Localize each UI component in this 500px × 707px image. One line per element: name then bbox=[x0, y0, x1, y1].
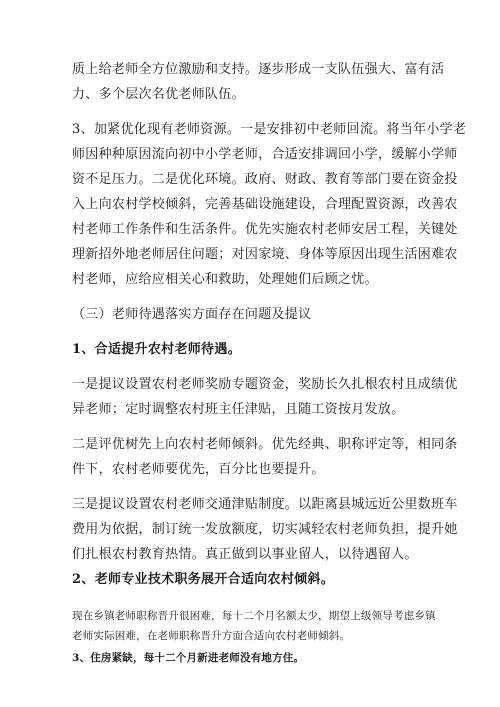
subsection-heading: 2、老师专业技术职务展开合适向农村倾斜。 bbox=[72, 572, 335, 587]
paragraph-line: 费用为依据，制订统一发放额度，切实减轻农村老师负担，提升她 bbox=[72, 522, 458, 537]
paragraph-line: 现在乡镇老师职称晋升很困难，每十二个月名额太少，期望上级领导考虑乡镇 bbox=[72, 610, 436, 622]
paragraph-line: 一是提议设置农村老师奖励专题资金，奖励长久扎根农村且成绩优 bbox=[72, 377, 458, 392]
subsection-heading: 1、合适提升农村老师待遇。 bbox=[72, 342, 241, 357]
paragraph-line: 们扎根农村教育热情。真正做到以事业留人，以待遇留人。 bbox=[72, 547, 418, 562]
paragraph-line: 3、加紧优化现有老师资源。一是安排初中老师回流。将当年小学老 bbox=[72, 122, 467, 137]
paragraph-line: 质上给老师全方位激励和支持。逐步形成一支队伍强大、富有活 bbox=[72, 62, 445, 77]
subsection-heading: 3、住房紧缺，每十二个月新进老师没有地方住。 bbox=[72, 652, 305, 664]
paragraph-line: 力、多个层次名优老师队伍。 bbox=[72, 87, 245, 102]
paragraph-line: 资不足压力。二是优化环境。政府、财政、教育等部门要在资金投 bbox=[72, 172, 458, 187]
paragraph-line: 师因种种原因流向初中小学老师，合适安排调回小学，缓解小学师 bbox=[72, 147, 458, 162]
paragraph-line: 二是评优树先上向农村老师倾斜。优先经典、职称评定等，相同条 bbox=[72, 437, 458, 452]
paragraph-line: 三是提议设置农村老师交通津贴制度。以距离县城远近公里数班车 bbox=[72, 497, 458, 512]
paragraph-line: 理新招外地老师居住问题；对因家境、身体等原因出现生活困难农 bbox=[72, 247, 458, 262]
paragraph-line: 入上向农村学校倾斜，完善基础设施建设，合理配置资源，改善农 bbox=[72, 197, 458, 212]
paragraph-line: 村老师，应给应相关心和救助，处理她们后顾之忧。 bbox=[72, 272, 378, 287]
paragraph-line: 异老师；定时调整农村班主任津贴，且随工资按月发放。 bbox=[72, 402, 405, 417]
document-page bbox=[72, 0, 467, 707]
section-heading: （三）老师待遇落实方面存在问题及提议 bbox=[72, 307, 312, 322]
paragraph-line: 件下，农村老师要优先，百分比也要提升。 bbox=[72, 462, 325, 477]
paragraph-line: 村老师工作条件和生活条件。优先实施农村老师安居工程，关键处 bbox=[72, 222, 458, 237]
paragraph-line: 老师实际困难，在老师职称晋升方面合适向农村老师倾斜。 bbox=[72, 630, 351, 642]
